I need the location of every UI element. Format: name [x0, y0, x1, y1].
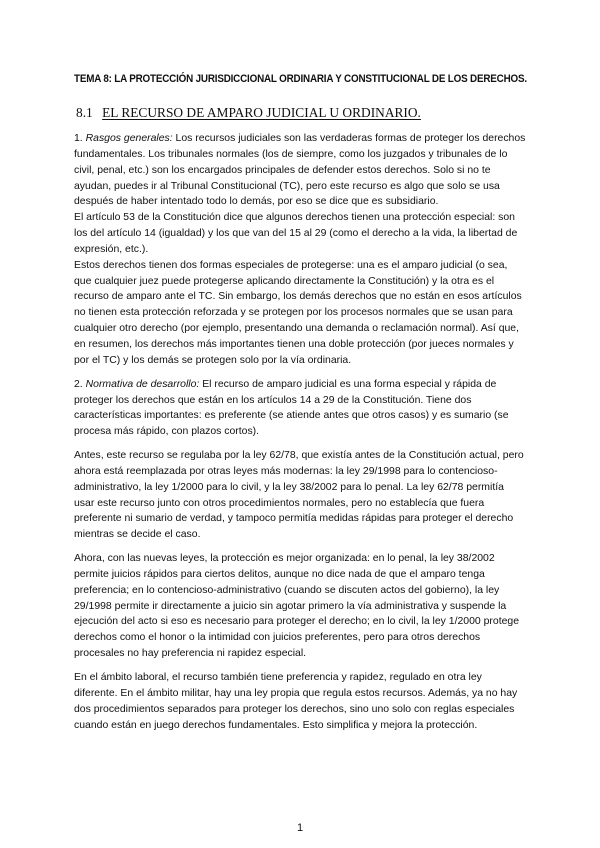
paragraph-rasgos-generales: [74, 131, 526, 210]
paragraph-nuevas-leyes: Ahora, con las nuevas leyes, la protección es mejor organizada: en lo penal, la ley 38/2002 permite juicios rápidos para ciertos delitos, aunque no dice nada de que el amparo tenga preferencia; en lo contencioso-administrativo (cuando se discuten actos del gobierno), la ley 29/1998 permite ir directamente a juicio sin agotar primero la vía administrativa y suspende la ejecución del acto si eso es necesario para proteger el derecho; en lo civil, la ley 1/2000 protege derechos como el honor o la intimidad con juicios preferentes, pero para otros derechos procesales no hay preferencia ni rapidez especial.: [74, 553, 520, 660]
page-title: TEMA 8: LA PROTECCIÓN JURISDICCIONAL ORDINARIA Y CONSTITUCIONAL DE LOS DERECHOS.: [74, 73, 527, 85]
paragraph-prefix: 2.: [74, 378, 86, 390]
page-number: 1: [296, 822, 304, 834]
paragraph-normativa-desarrollo: [74, 377, 526, 440]
paragraph-label: Rasgos generales:: [85, 133, 173, 144]
section-heading: [76, 105, 421, 121]
paragraph-formas-proteccion: Estos derechos tienen dos formas especiales de protegerse: una es el amparo judicial (o sea, que cualquier juez puede protegerse aplicando directamente la Constitución) y la otra es el recurso de amparo ante el TC. Sin embargo, los demás derechos que no están en esos artículos no tienen esta protección reforzada y se protegen por los procesos normales que se usan para cualquier otro derecho (por ejemplo, presentando una demanda o reclamación normal). Así que, en resumen, los derechos más importantes tienen una doble protección (por jueces normales y por el TC) y los demás se protegen solo por la vía ordinaria.: [74, 259, 522, 366]
section-title: EL RECURSO DE AMPARO JUDICIAL U ORDINARIO.: [102, 105, 421, 120]
paragraph-articulo-53: El artículo 53 de la Constitución dice que algunos derechos tienen una protección especial: son los del artículo 14 (igualdad) y los que van del 15 al 29 (como el derecho a la vida, la libertad de expresión, etc.).: [74, 212, 518, 255]
paragraph-text: Los recursos judiciales son las verdaderas formas de proteger los derechos fundamentales. Los tribunales normales (los de siempre, como los juzgados y tribunales de lo civil, penal, etc.) son los encargados principales de defender estos derechos. Solo si no te ayudan, puedes ir al Tribunal Constitucional (TC), pero este recurso es algo que solo se usa después de haber intentado todo lo demás, por eso se dice que es subsidiario.: [74, 133, 526, 208]
paragraph-label: Normativa de desarrollo:: [85, 378, 200, 390]
paragraph-text: El recurso de amparo judicial es una forma especial y rápida de proteger los derechos que están en los artículos 14 a 29 de la Constitución. Tiene dos características importantes: es preferente (se atiende antes que otros casos) y es sumario (se procesa más rápido, con plazos cortos).: [74, 378, 509, 438]
paragraph-prefix: 1.: [74, 133, 86, 144]
document-body: [74, 131, 526, 733]
paragraph-ley-62-78: Antes, este recurso se regulaba por la ley 62/78, que existía antes de la Constitución actual, pero ahora está reemplazada por otras leyes más modernas: la ley 29/1998 para lo contencioso-administrativo, la ley 1/2000 para lo civil, y la ley 38/2002 para lo penal. La ley 62/78 permitía usar este recurso junto con otros procedimientos normales, pero no establecía que fuera preferente ni sumario de verdad, y tampoco permitía medidas rápidas para proteger el derecho mientras se decide el caso.: [74, 450, 524, 541]
section-number: 8.1: [76, 105, 93, 120]
paragraph-ambito-laboral: En el ámbito laboral, el recurso también tiene preferencia y rapidez, regulado en otra ley diferente. En el ámbito militar, hay una ley propia que regula estos recursos. Además, ya no hay dos procedimientos separados para proteger los derechos, sino uno solo con reglas especiales cuando están en juego derechos fundamentales. Esto simplifica y mejora la protección.: [74, 672, 518, 731]
